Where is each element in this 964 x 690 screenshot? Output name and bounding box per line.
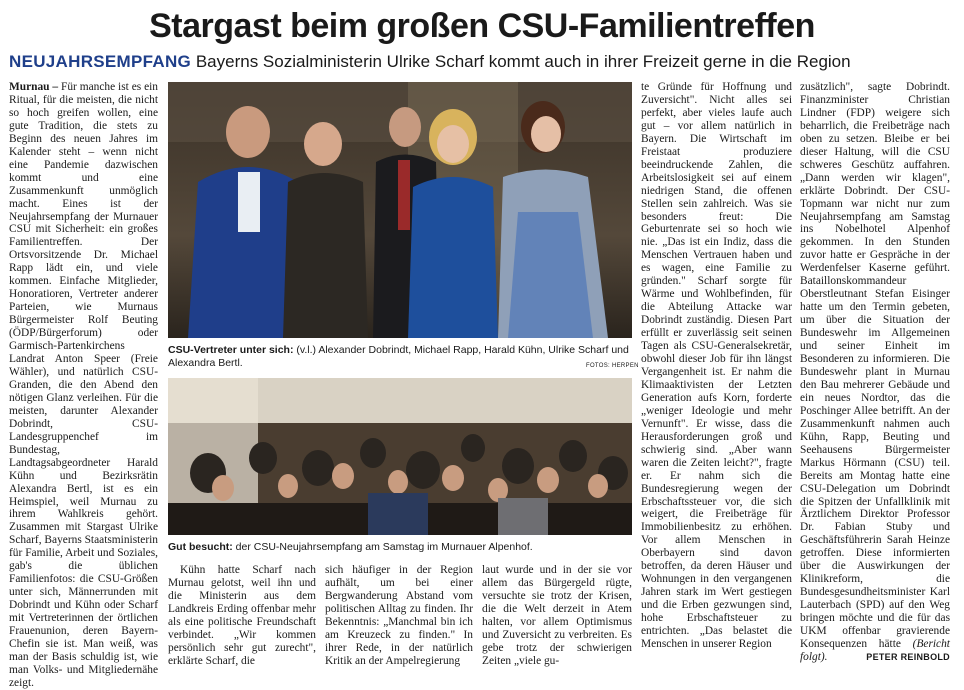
group-photo-image (168, 82, 632, 338)
deck: Bayerns Sozialministerin Ulrike Scharf kommt auch in ihrer Freizeit gerne in die Region (195, 52, 851, 71)
photo-credit: FOTOS: HERPEN (586, 363, 639, 369)
headline: Stargast beim großen CSU-Familientreffen (149, 7, 815, 45)
article-column-3 (325, 564, 473, 677)
col3-text: sich häufiger in der Region aufhält, um bei einer Bergwanderung Abstand vom politischen Alltag zu finden. Ihr Bekenntnis: „Manchmal bin ich am Kreuzeck zu finden." In ihrer Rede, in der natürlich Kritik an der Ampelregierung (325, 564, 473, 667)
caption-1-text: (v.l.) Alexander Dobrindt, Michael Rapp, Harald Kühn, Ulrike Scharf und Alexandra Bertl. (168, 344, 629, 369)
dateline: Murnau – (9, 81, 59, 93)
kicker: NEUJAHRSEMPFANG (9, 52, 192, 71)
article-column-1 (9, 81, 158, 689)
col4-text: te Gründe für Hoffnung und Zuversicht". Nicht alles sei perfekt, aber vieles laufe auch gut – vor allem natürlich in Bayern. Die Wirtschaft im Freistaat produziere beeindruckende Zahlen, die Arbeitslosigkeit sei auf einem niedrigen Stand, die offenen Stellen sein zahlreich. Was sie besonders freut: Die Geburtenrate sei so hoch wie nie. „Das ist ein Indiz, dass die Menschen Vertrauen haben und es wagen, eine Familie zu gründen." Scharf sorgte für Wärme und Wohlbefinden, für die Abteilung Attacke war Dobrindt zuständig. Diesen Part erfüllt er zuverlässig seit seinen Tagen als CSU-Generalsekretär, obwohl dieser Job für ihn längst Vergangenheit ist. Er nahm die Klimaaktivisten der Letzten Generation aufs Korn, forderte „weniger Ideologie und mehr Vernunft". Er wisse, dass die Herausforderungen groß und schwierig sind. „Aber wann waren die Zeiten leicht?", fragte er. Er nahm sich die Bundesregierung wegen der Erbschaftssteuer vor, die sich weigert, die Freibeträge für Immobilienbesitz zu erhöhen. Vor allem Menschen in Oberbayern sind davon betroffen, da deren Häuser und Wohnungen in den vergangenen Jahren stark im Wert gestiegen und die Erben gezwungen sind, hohe Erbschaftsteuer zu entrichten. „Das belastet die Menschen in unserer Region (641, 81, 792, 650)
photo-caption-1 (168, 344, 632, 370)
caption-1-lead: CSU-Vertreter unter sich: (168, 344, 294, 356)
byline: PETER REINBOLD (866, 651, 950, 662)
article-column-4 (641, 81, 792, 677)
photo-caption-2 (168, 541, 632, 554)
caption-2-text: der CSU-Neujahrsempfang am Samstag im Murnauer Alpenhof. (235, 541, 533, 553)
article-column-2 (168, 564, 316, 677)
col4a-text: laut wurde und in der sie vor allem das Bürgergeld rügte, versuchte sie trotz der Krisen, die die Welt derzeit in Atem halten, vor allem Optimismus und Zuversicht zu verbreiten. Es gebe trotz der schwierigen Zeiten „viele gu- (482, 564, 632, 667)
subheadline (9, 51, 959, 73)
article-column-5 (800, 81, 950, 677)
caption-2-lead: Gut besucht: (168, 541, 233, 553)
col1-text: Für manche ist es ein Ritual, für die meisten, die nicht so hoch greifen wollen, eine gute Tradition, die stets zu Beginn des neuen Jahres im Kalender steht – wenn nicht eine Pandemie dazwischen kommt und eine Zusammenkunft unmöglich macht. Eines ist der Neujahrsempfang der Murnauer CSU mit Sicherheit: ein großes Familientreffen. Der Ortsvorsitzende Dr. Michael Rapp lädt ein, und viele kommen. Einfache Mitglieder, Honoratioren, Vertreter anderer Parteien, wie Murnaus Bürgermeister Rolf Beuting (ÖDP/Bürgerforum) oder Garmisch-Partenkirchens Landrat Anton Speer (Freie Wähler), und natürlich CSU-Granden, die den Abend den nötigen Glanz verleihen. Für die meisten, darunter Alexander Dobrindt, CSU-Landesgruppenchef im Bundestag, Landtagsabgeordneter Harald Kühn und Bezirksrätin Alexandra Bertl, ist es ein Heimspiel, weil Murnau zu ihrem Wahlkreis gehört. Zusammen mit Stargast Ulrike Scharf, Bayerns Staatsministerin für Familie, Arbeit und Soziales, gab's die üblichen Familienfotos: die CSU-Größen unter sich, Männerrunden mit Dobrindt und Kühn oder Scharf mit Vertreterinnen der örtlichen Frauenunion, deren Bayern-Chefin sie ist. Man weiß, was man der Basis schuldig ist, wie man Volks- und Mitgliedernähe zeigt. (9, 81, 158, 689)
col5-text: zusätzlich", sagte Dobrindt. Finanzminister Christian Lindner (FDP) weigere sich beharrlich, die Freibeträge nach oben zu setzen. Bleibe er bei dieser Haltung, will die CSU schweres Geschütz auffahren. „Dann werden wir klagen", erklärte Dobrindt. Der CSU-Topmann war nicht nur zum Neujahrsempfang am Samstag ins Nobelhotel Alpenhof gekommen. In den Stunden zuvor hatte er Gespräche in der Werdenfelser Kaserne geführt. Bataillonskommandeur Oberstleutnant Stefan Eisinger hatte um den Termin gebeten, um über die Situation der Bundeswehr im Allgemeinen und seiner Einheit im Besonderen zu informieren. Die Bundeswehr plant in Murnau den Bau mehrerer Gebäude und ein neues Nordtor, das die Poschinger Allee betrifft. An der Zusammenkunft nahmen auch Kühn, Rapp, Beuting und Seehausens Bürgermeister Markus Hörmann (CSU) teil. Bereits am Montag hatte eine CSU-Delegation um Dobrindt die Spitzen der Unfallklinik mit Ärztlichem Direktor Professor Dr. Fabian Stuby und Geschäftsführerin Sarah Heinze getroffen. Diese informierten über die Auswirkungen der Klinikreform, die Bundesgesundheitsminister Karl Lauterbach (SPD) auf den Weg bringen möchte und die für das UKM offenbar gravierende Konsequenzen hätte (800, 81, 950, 650)
crowd-photo (168, 378, 632, 535)
group-photo (168, 82, 632, 338)
col2-text: Kühn hatte Scharf nach Murnau gelotst, weil ihn und die Ministerin aus dem Landkreis Erding offenbar mehr als eine politische Freundschaft verbindet. „Wir kommen persönlich sehr gut zurecht", erklärte Scharf, die (168, 564, 316, 667)
crowd-photo-image (168, 378, 632, 535)
col5-end: (Bericht folgt). (800, 637, 950, 663)
article-column-4a (482, 564, 632, 677)
